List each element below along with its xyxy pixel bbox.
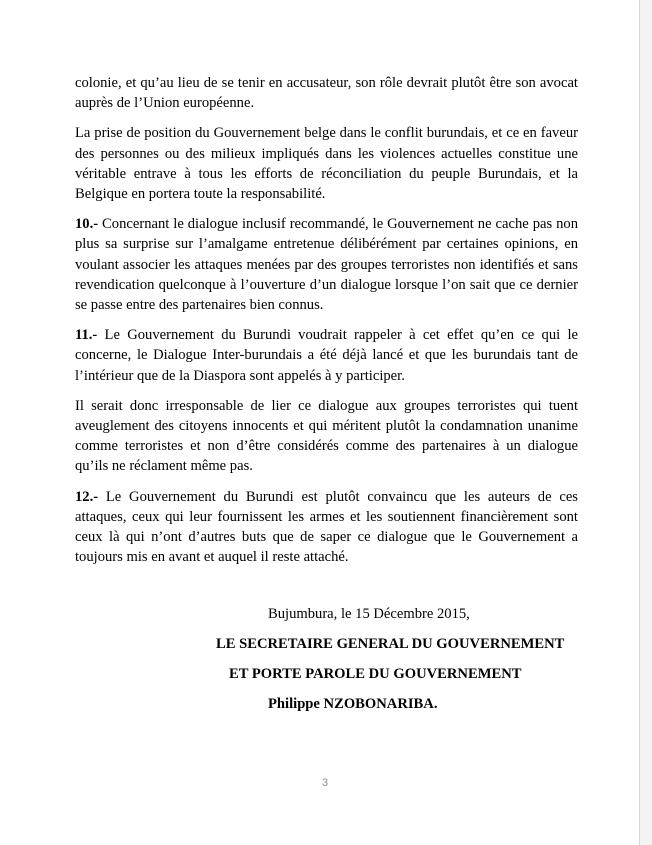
paragraph-text: colonie, et qu’au lieu de se tenir en accusateur, son rôle devrait plutôt être son avocat auprès de l’Union européenne. xyxy=(75,75,578,112)
body-text xyxy=(75,73,578,577)
paragraph xyxy=(75,487,578,568)
paragraph-text: Il serait donc irresponsable de lier ce dialogue aux groupes terroristes qui tuent aveuglement des citoyens innocents et qui méritent plutôt la condamnation unanime comme terroristes et non d’être considérés comme des partenaires à un dialogue qu’ils ne réclament même pas. xyxy=(75,397,578,475)
place-date: Bujumbura, le 15 Décembre 2015, xyxy=(268,606,470,622)
signatory-title-line-2: ET PORTE PAROLE DU GOUVERNEMENT xyxy=(229,666,522,682)
paragraph-text: Le Gouvernement du Burundi voudrait rappeler à cet effet qu’en ce qui le concerne, le Dialogue Inter-burundais a été déjà lancé et que les burundais tant de l’intérieur que de la Diaspora sont appelés à y participer. xyxy=(75,327,578,384)
signatory-title-line-1: LE SECRETAIRE GENERAL DU GOUVERNEMENT xyxy=(216,636,565,652)
viewer-gutter xyxy=(640,0,652,845)
paragraph-number: 12.- xyxy=(75,488,99,505)
signatory-name: Philippe NZOBONARIBA. xyxy=(268,696,438,712)
paragraph-text: La prise de position du Gouvernement belge dans le conflit burundais, et ce en faveur des personnes ou des milieux impliqués dans les violences actuelles constitue une véritable entrave à tous les efforts de réconciliation du peuple Burundais, et la Belgique en portera toute la responsabilité. xyxy=(75,125,578,203)
paragraph-text: Le Gouvernement du Burundi est plutôt convaincu que les auteurs de ces attaques, ceux qui leur fournissent les armes et les soutiennent financièrement sont ceux là qui n’ont d’autres buts que de saper ce dialogue que le Gouvernement a toujours mis en avant et auquel il reste attaché. xyxy=(75,488,578,566)
paragraph xyxy=(75,123,578,204)
page-number: 3 xyxy=(321,777,329,789)
paragraph-text: Concernant le dialogue inclusif recommandé, le Gouvernement ne cache pas non plus sa surprise sur l’amalgame entretenue délibérément par certaines opinions, en voulant associer les attaques menées par des groupes terroristes non identifiés et sans revendication quelconque à l’ouverture d’un dialogue lorsque l’on sait que ce dernier se passe entre des partenaires bien connus. xyxy=(75,216,578,314)
paragraph-number: 10.- xyxy=(75,216,99,233)
paragraph xyxy=(75,396,578,477)
paragraph xyxy=(75,73,578,113)
paragraph-number: 11.- xyxy=(75,327,98,344)
paragraph xyxy=(75,325,578,386)
paragraph xyxy=(75,214,578,315)
